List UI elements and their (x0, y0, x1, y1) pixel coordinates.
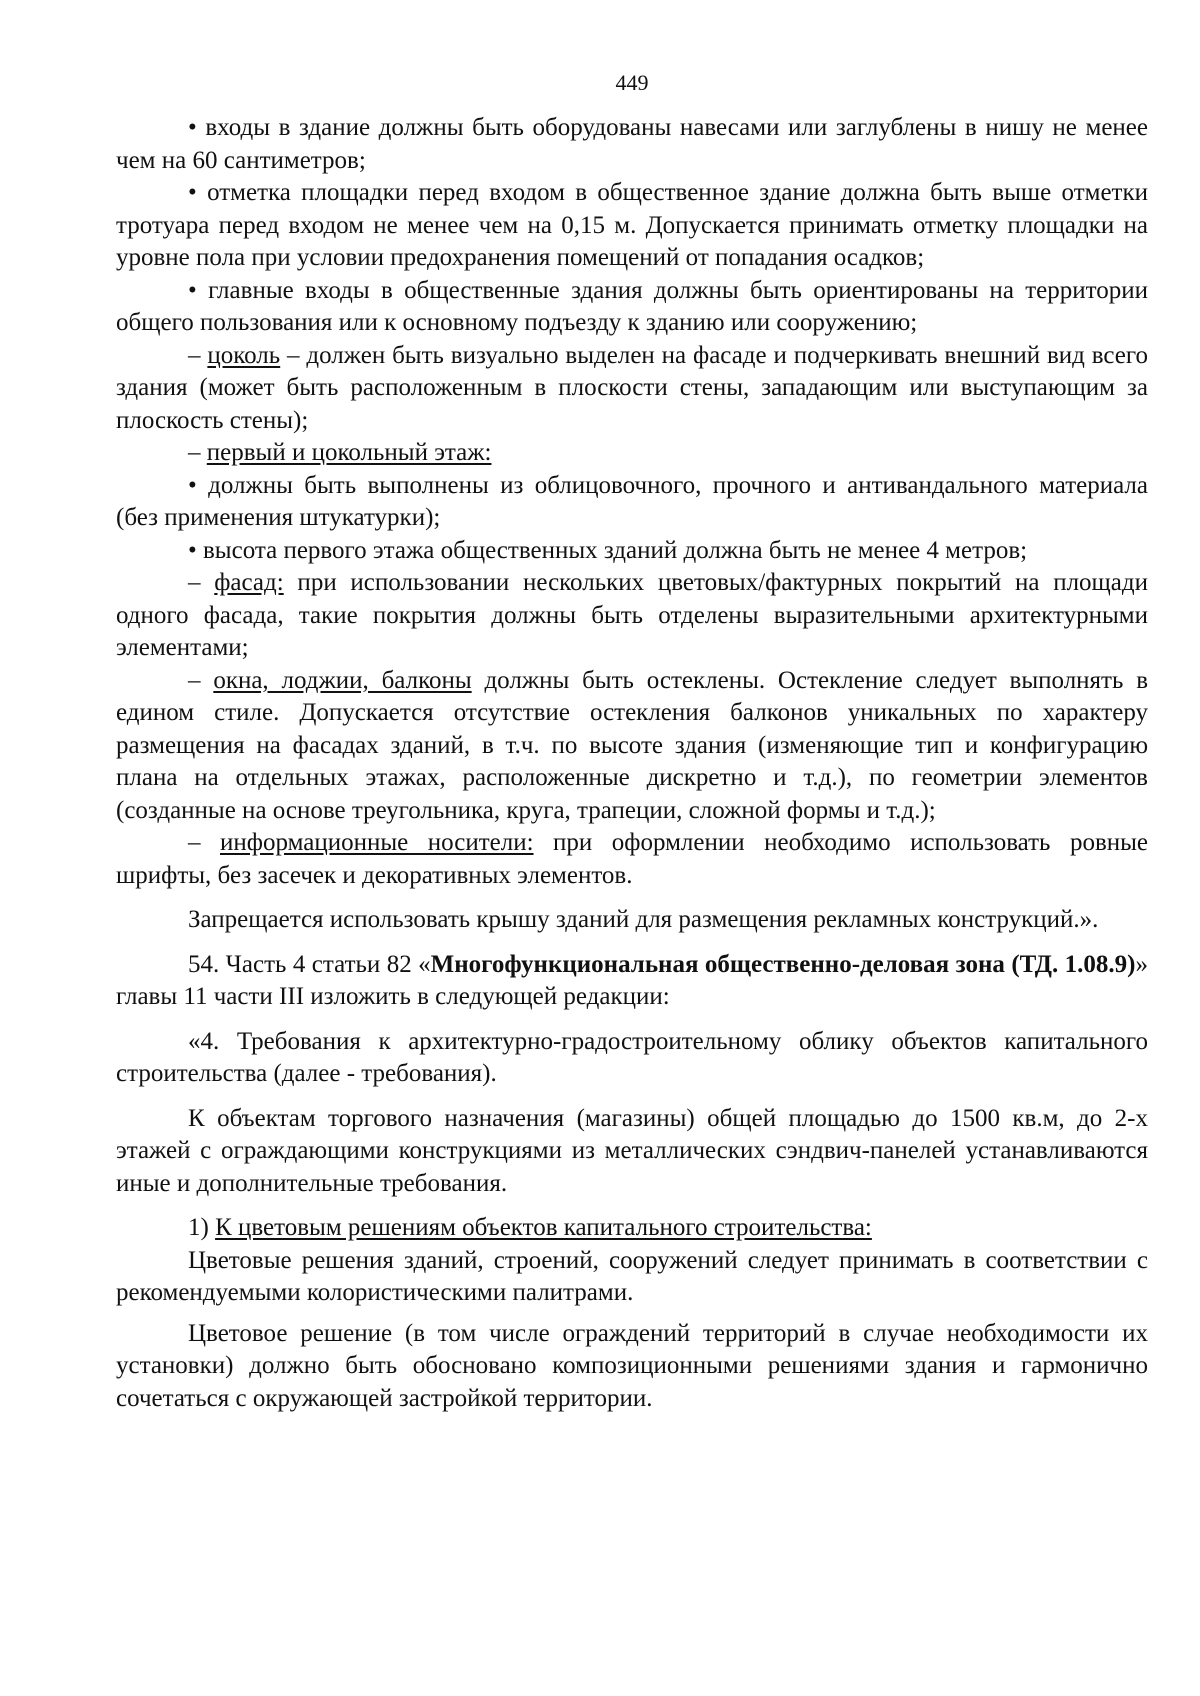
text-run: • высота первого этажа общественных зданий должна быть не менее 4 метров; (188, 536, 1028, 564)
text-run: Запрещается использовать крышу зданий для размещения рекламных конструкций.». (188, 906, 1099, 933)
paragraph (116, 177, 1148, 275)
text-run: Цветовое решение (в том числе ограждений территорий в случае необходимости их установки) должно быть обосновано композиционными решениями здания и гармонично сочетаться с окружающей застройкой территории. (116, 1319, 1148, 1412)
paragraph (116, 1103, 1148, 1201)
paragraph (116, 470, 1148, 535)
text-run: – (188, 569, 215, 596)
text-run: должны быть остеклены. Остекление следует выполнять в едином стиле. Допускается отсутствие остекления балконов уникальных по характеру размещения на фасадах зданий, в т.ч. по высоте здания (изменяющие тип и конфигурацию плана на отдельных этажах, расположенные дискретно и т.д.), по геометрии элементов (созданные на основе треугольника, круга, трапеции, сложной формы и т.д.); (116, 666, 1148, 824)
underlined-term: информационные носители: (220, 829, 534, 856)
text-run: 1) (188, 1214, 216, 1241)
paragraph (116, 535, 1148, 568)
bold-text: Многофункциональная общественно-деловая зона (ТД. 1.08.9) (430, 950, 1136, 978)
underlined-term: цоколь (207, 341, 281, 369)
paragraph (116, 437, 1148, 470)
paragraph (116, 567, 1148, 665)
text-run: – (188, 666, 214, 694)
text-run: «4. Требования к архитектурно-градостроительному облику объектов капитального строительства (далее - требования). (116, 1027, 1148, 1087)
text-run: 54. Часть 4 статьи 82 « (188, 950, 431, 978)
text-run: • входы в здание должны быть оборудованы навесами или заглублены в нишу не менее чем на 60 сантиметров; (116, 114, 1148, 174)
page-number: 449 (615, 70, 649, 95)
text-run: – (188, 829, 220, 856)
paragraph (116, 275, 1148, 340)
text-run: при оформлении необходимо использовать ровные шрифты, без засечек и декоративных элементов. (116, 829, 1149, 889)
underlined-term: окна, лоджии, балконы (213, 666, 472, 694)
text-run: – (188, 341, 208, 369)
paragraph (116, 1212, 1148, 1245)
text-run: • главные входы в общественные здания должны быть ориентированы на территории общего пользования или к основному подъезду к зданию или сооружению; (116, 276, 1148, 336)
text-run: Цветовые решения зданий, строений, сооружений следует принимать в соответствии с рекомендуемыми колористическими палитрами. (116, 1246, 1148, 1306)
paragraph (116, 112, 1148, 177)
paragraph (116, 1318, 1148, 1416)
underlined-term: К цветовым решениям объектов капитального строительства: (215, 1214, 872, 1241)
text-run: – (188, 439, 207, 466)
paragraph (116, 665, 1148, 828)
text-run: • должны быть выполнены из облицовочного, прочного и антивандального материала (без применения штукатурки); (116, 471, 1148, 531)
paragraph (116, 1245, 1148, 1310)
paragraph (116, 949, 1148, 1014)
paragraph (116, 1026, 1148, 1091)
paragraph (116, 340, 1148, 438)
text-run: – должен быть визуально выделен на фасаде и подчеркивать внешний вид всего здания (может быть расположенным в плоскости стены, западающим или выступающим за плоскость стены); (116, 341, 1148, 434)
paragraph (116, 827, 1148, 892)
document-body (116, 112, 1148, 1415)
text-run: » главы 11 части III изложить в следующей редакции: (116, 950, 1148, 1010)
underlined-term: первый и цокольный этаж: (206, 439, 492, 466)
text-run: • отметка площадки перед входом в общественное здание должна быть выше отметки тротуара перед входом не менее чем на 0,15 м. Допускается принимать отметку площадки на уровне пола при условии предохранения помещений от попадания осадков; (116, 179, 1148, 271)
underlined-term: фасад: (214, 569, 284, 596)
text-run: при использовании нескольких цветовых/фактурных покрытий на площади одного фасада, такие покрытия должны быть отделены выразительными архитектурными элементами; (116, 569, 1148, 661)
paragraph (116, 904, 1148, 937)
text-run: К объектам торгового назначения (магазины) общей площадью до 1500 кв.м, до 2-х этажей с ограждающими конструкциями из металлических сэндвич-панелей устанавливаются иные и дополнительные требования. (116, 1104, 1148, 1197)
